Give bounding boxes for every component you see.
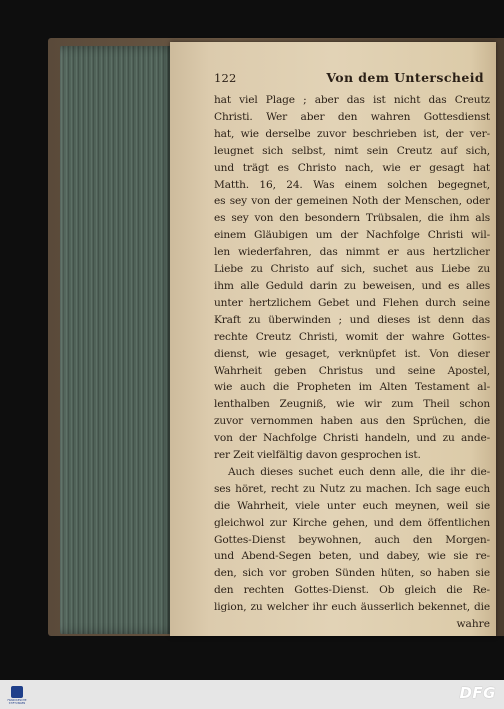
text-line: ligion, zu welcher ihr euch äusserlich bekennet, die xyxy=(214,601,490,614)
text-line: Auch dieses suchet euch denn alle, die ihr die- xyxy=(228,465,490,478)
book-page xyxy=(170,42,496,636)
text-line: ses höret, recht zu Nutz zu machen. Ich sage euch xyxy=(214,482,490,495)
text-line: und trägt es Christo nach, wie er gesagt hat xyxy=(214,161,490,174)
text-line: lenthalben Zeugniß, wie wir zum Theil schon xyxy=(214,398,490,411)
page-number: 122 xyxy=(214,71,237,85)
text-line: ihm alle Geduld darin zu beweisen, und es alles xyxy=(214,279,490,292)
catchword: wahre xyxy=(456,618,490,631)
text-line: leugnet sich selbst, nimt sein Creutz auf sich, xyxy=(214,144,490,157)
francke-logo-text: FRANCKESCHE STIFTUNGEN xyxy=(7,698,27,705)
text-line: rer Zeit vielfältig davon gesprochen ist. xyxy=(214,449,421,462)
text-line: zuvor vernommen haben aus den Sprüchen, die xyxy=(214,415,490,428)
text-line: den rechten Gottes-Dienst. Ob gleich die Re- xyxy=(214,584,490,597)
text-line: hat, wie derselbe zuvor beschrieben ist, der ver- xyxy=(214,127,490,140)
text-line: die Wahrheit, viele unter euch meynen, weil sie xyxy=(214,499,490,512)
text-line: es sey von der gemeinen Noth der Menschen, oder xyxy=(214,195,490,208)
text-line: gleichwol zur Kirche gehen, und dem öffentlichen xyxy=(214,516,490,529)
text-line: wie auch die Propheten im Alten Testament al- xyxy=(214,381,490,394)
footer-bar xyxy=(0,680,504,709)
running-title: Von dem Unterscheid xyxy=(326,70,484,85)
page-text-block xyxy=(214,70,490,632)
text-line: dienst, wie gesaget, verknüpfet ist. Von dieser xyxy=(214,347,490,360)
text-line: Wahrheit geben Christus und seine Apostel, xyxy=(214,364,490,377)
text-line: rechte Creutz Christi, womit der wahre Gottes- xyxy=(214,330,490,343)
book-fore-edge xyxy=(60,46,178,634)
text-line: Kraft zu überwinden ; und dieses ist denn das xyxy=(214,313,490,326)
text-line: Christi. Wer aber den wahren Gottesdienst xyxy=(214,110,490,123)
text-line: hat viel Plage ; aber das ist nicht das Creutz xyxy=(214,94,490,106)
text-line: len wiederfahren, das nimmt er aus hertzlicher xyxy=(214,246,490,259)
text-line: unter hertzlichem Gebet und Flehen durch seine xyxy=(214,296,490,309)
text-line: Gottes-Dienst beywohnen, auch den Morgen- xyxy=(214,533,490,546)
text-line: Liebe zu Christo auf sich, suchet aus Liebe zu xyxy=(214,263,490,276)
dfg-logo: DFG xyxy=(459,684,496,702)
running-head xyxy=(214,70,490,92)
text-line: und Abend-Segen beten, und dabey, wie sie re- xyxy=(214,550,490,563)
francke-logo-icon xyxy=(11,686,23,698)
text-line: den, sich vor groben Sünden hüten, so haben sie xyxy=(214,567,490,580)
francke-foundation-logo xyxy=(5,683,29,707)
paragraph-2 xyxy=(214,464,490,616)
text-line: einem Gläubigen um der Nachfolge Christi wil- xyxy=(214,229,490,242)
text-line: es sey von den besondern Trübsalen, die ihm als xyxy=(214,212,490,225)
text-line: von der Nachfolge Christi handeln, und zu ande- xyxy=(214,432,490,445)
paragraph-1 xyxy=(214,92,490,464)
text-line: Matth. 16, 24. Was einem solchen begegnet, xyxy=(214,178,490,191)
